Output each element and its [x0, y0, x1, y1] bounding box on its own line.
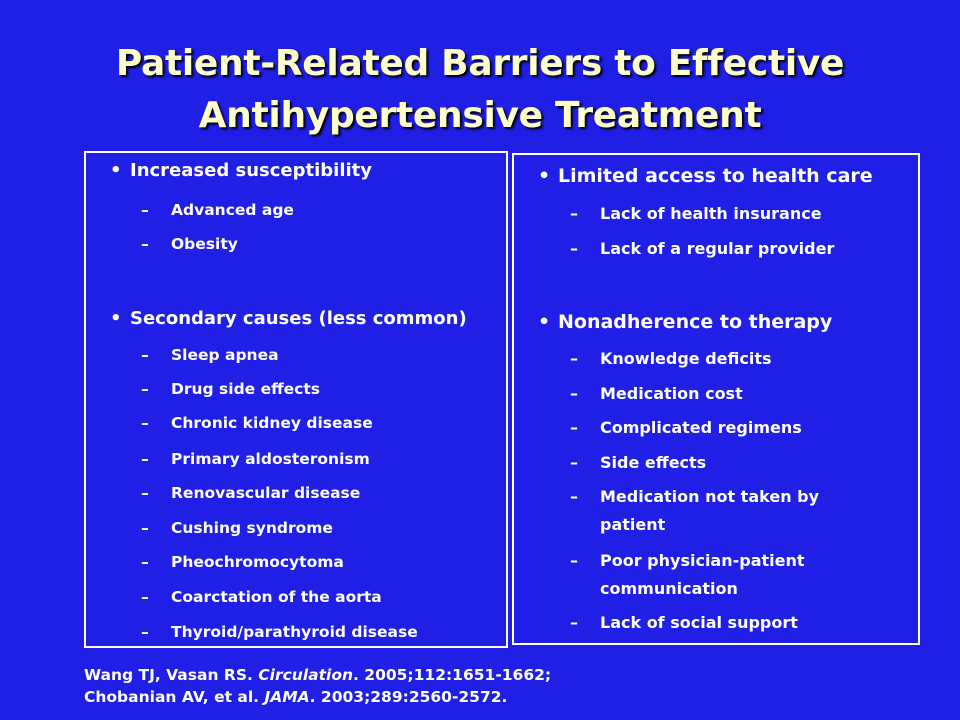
dash-icon: –: [141, 414, 149, 432]
dash-icon: –: [570, 418, 578, 437]
dash-icon: –: [570, 204, 578, 223]
list-item: – Advanced age: [171, 196, 294, 224]
list-item: – Lack of a regular provider: [600, 235, 834, 263]
right-panel: [512, 153, 920, 645]
list-item: – Poor physician-patient communication: [600, 547, 840, 603]
dash-icon: –: [141, 519, 149, 537]
dash-icon: –: [570, 487, 578, 506]
journal-name: JAMA: [264, 688, 310, 706]
dash-icon: –: [141, 553, 149, 571]
citation: [84, 664, 551, 708]
list-item: – Renovascular disease: [171, 479, 360, 507]
dash-icon: –: [141, 201, 149, 219]
dash-icon: –: [141, 588, 149, 606]
dash-icon: –: [141, 623, 149, 641]
list-item: – Medication not taken by patient: [600, 483, 840, 539]
list-item: – Side effects: [600, 449, 706, 477]
list-item: – Sleep apnea: [171, 341, 279, 369]
dash-icon: –: [570, 349, 578, 368]
citation-line-1: Wang TJ, Vasan RS. Circulation. 2005;112:1651-1662;: [84, 666, 552, 684]
bullet-icon: •: [110, 308, 122, 329]
dash-icon: –: [570, 613, 578, 632]
dash-icon: –: [141, 346, 149, 364]
slide-title-line-1: Patient-Related Barriers to Effective: [115, 43, 845, 84]
list-item: – Cushing syndrome: [171, 514, 333, 542]
bullet-label: Limited access to health care: [558, 165, 873, 187]
dash-icon: –: [570, 551, 578, 570]
slide-title: [20, 38, 940, 142]
list-item: – Chronic kidney disease: [171, 409, 373, 437]
slide-title-line-2: Antihypertensive Treatment: [198, 95, 762, 136]
bullet-secondary-causes: [110, 308, 467, 329]
dash-icon: –: [570, 239, 578, 258]
dash-icon: –: [141, 235, 149, 253]
list-item: – Coarctation of the aorta: [171, 583, 382, 611]
journal-name: Circulation: [258, 666, 353, 684]
list-item: – Obesity: [171, 230, 238, 258]
list-item: – Complicated regimens: [600, 414, 802, 442]
bullet-label: Increased susceptibility: [130, 160, 372, 181]
list-item: – Drug side effects: [171, 375, 320, 403]
list-item: – Medication cost: [600, 380, 743, 408]
list-item: – Lack of health insurance: [600, 200, 822, 228]
bullet-label: Secondary causes (less common): [130, 308, 467, 329]
dash-icon: –: [570, 453, 578, 472]
citation-line-2: Chobanian AV, et al. JAMA. 2003;289:2560-2572.: [84, 688, 508, 706]
list-item: – Pheochromocytoma: [171, 548, 344, 576]
list-item: – Primary aldosteronism: [171, 445, 370, 473]
list-item: – Lack of social support: [600, 609, 798, 637]
bullet-icon: •: [110, 160, 122, 181]
bullet-label: Nonadherence to therapy: [558, 311, 833, 333]
bullet-icon: •: [538, 165, 551, 187]
bullet-icon: •: [538, 311, 551, 333]
dash-icon: –: [141, 484, 149, 502]
bullet-nonadherence: [538, 311, 833, 333]
bullet-limited-access: [538, 165, 873, 187]
bullet-increased-susceptibility: [110, 160, 372, 181]
dash-icon: –: [141, 450, 149, 468]
left-panel: [84, 151, 508, 648]
dash-icon: –: [141, 380, 149, 398]
dash-icon: –: [570, 384, 578, 403]
list-item: – Thyroid/parathyroid disease: [171, 618, 418, 646]
list-item: – Knowledge deficits: [600, 345, 772, 373]
